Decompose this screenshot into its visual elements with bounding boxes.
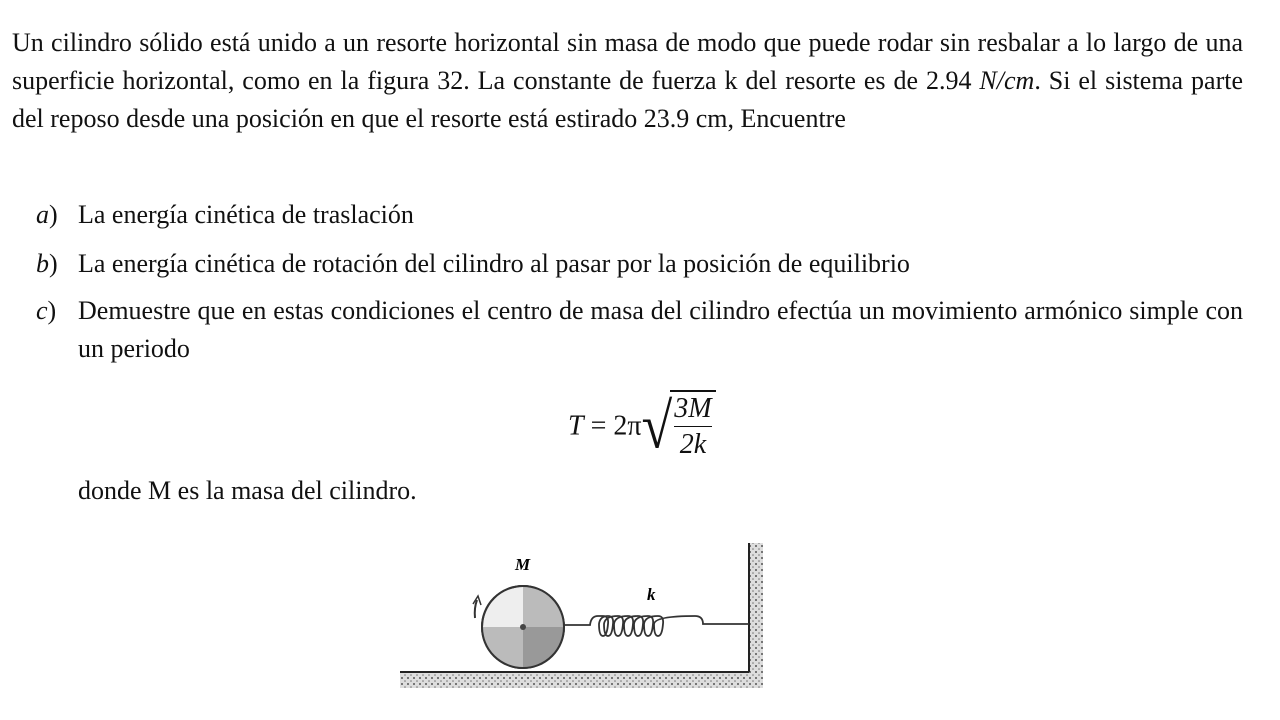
mass-label: M bbox=[515, 555, 531, 574]
floor bbox=[400, 672, 763, 688]
item-label: c) bbox=[36, 296, 57, 325]
statement-units: N/cm bbox=[979, 66, 1035, 95]
problem-statement bbox=[12, 24, 1243, 138]
spring-label: k bbox=[647, 585, 656, 604]
item-text: La energía cinética de traslación bbox=[78, 200, 414, 229]
note-text: donde M es la masa del cilindro. bbox=[78, 476, 417, 505]
list-item-a bbox=[36, 196, 1243, 234]
item-label: a) bbox=[36, 200, 58, 229]
cylinder-spring-figure bbox=[395, 538, 775, 694]
list-item-b bbox=[36, 245, 1243, 283]
item-text: La energía cinética de rotación del cilindro al pasar por la posición de equilibrio bbox=[78, 249, 910, 278]
period-formula: T = 2π√ $\frac{3M}{2k}$ bbox=[568, 390, 716, 470]
wall bbox=[749, 543, 763, 673]
sqrt-sign: √ bbox=[641, 390, 673, 463]
statement-text: Un cilindro sólido está unido a un resorte horizontal sin masa de modo que puede rodar sin resbalar a lo largo de una superficie horizontal, como en la figura 32. La constante de fuerza k del resorte es de 2.94 bbox=[12, 28, 1243, 95]
item-label: b) bbox=[36, 249, 58, 278]
cylinder bbox=[482, 586, 564, 668]
item-text: Demuestre que en estas condiciones el centro de masa del cilindro efectúa un movimiento armónico simple con un periodo bbox=[78, 296, 1243, 363]
rotation-arrow-icon bbox=[475, 600, 477, 618]
spring bbox=[564, 616, 749, 636]
fraction: $\frac{3M}{2k}$ bbox=[670, 390, 715, 463]
list-item-c bbox=[36, 292, 1243, 368]
statement-text-end: . Si el sistema parte del reposo desde una posición en que el resorte está estirado 23.9 cm, Encuentre bbox=[12, 66, 1243, 133]
